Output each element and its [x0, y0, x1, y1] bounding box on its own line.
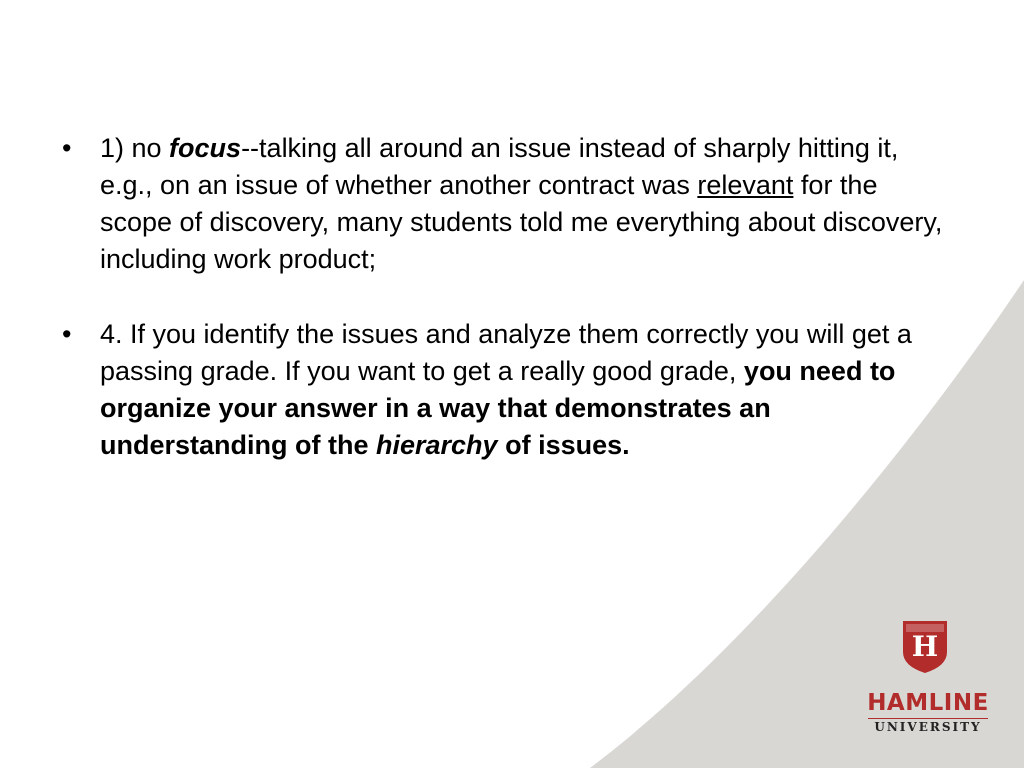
- shield-icon: [902, 620, 948, 674]
- bullet-text-part: 1) no: [100, 133, 170, 163]
- logo-name: HAMLINE: [867, 690, 989, 716]
- emphasis-organize: you need to organize your answer in a way that demonstrates an understanding of the: [100, 356, 896, 460]
- emphasis-hierarchy: hierarchy: [376, 430, 498, 460]
- logo-divider: [868, 718, 988, 719]
- slide-body: [58, 130, 948, 464]
- emphasis-focus: focus: [169, 133, 242, 163]
- bullet-item: [58, 130, 948, 278]
- underline-relevant: relevant: [697, 170, 794, 200]
- bullet-text-part: for the scope of discovery, many students told me everything about discovery, including work product;: [100, 170, 943, 274]
- hamline-logo: [858, 620, 998, 740]
- shield-letter: H: [911, 630, 939, 663]
- bullet-list: [58, 130, 948, 464]
- logo-subtitle: UNIVERSITY: [874, 720, 982, 734]
- bullet-text-part: 4. If you identify the issues and analyze them correctly you will get a passing grade. If you want to get a really good grade,: [100, 319, 912, 386]
- bullet-text-part: --talking all around an issue instead of sharply hitting it, e.g., on an issue of whether another contract was: [100, 133, 899, 200]
- bullet-item: [58, 316, 948, 464]
- emphasis-of-issues: of issues.: [497, 430, 630, 460]
